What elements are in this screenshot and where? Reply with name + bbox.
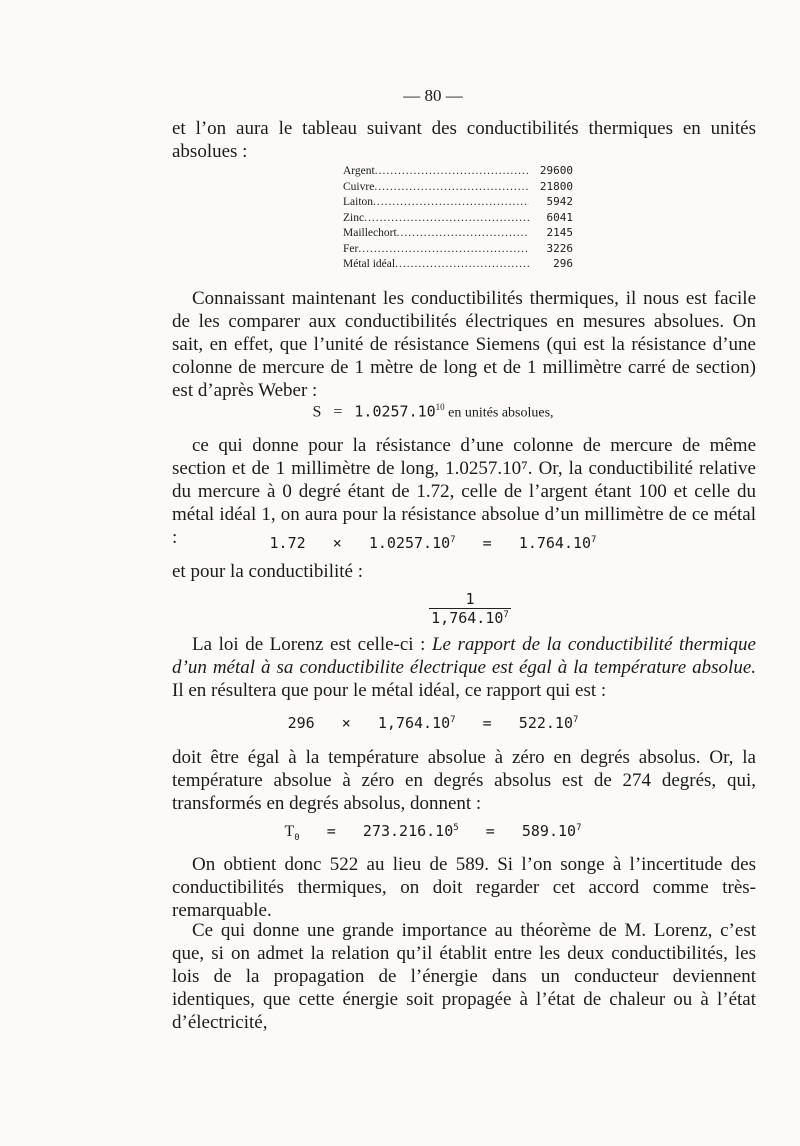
table-row xyxy=(343,225,573,241)
paragraph-3: et pour la conductibilité : xyxy=(172,561,364,582)
metal-name: Cuivre xyxy=(343,180,375,193)
eq-rhs: 589.10 xyxy=(521,822,577,840)
leader-dots xyxy=(375,164,529,179)
eq-equals: = xyxy=(482,534,492,552)
leader-dots xyxy=(397,226,529,241)
metal-value: 2145 xyxy=(546,226,573,239)
fraction-denominator xyxy=(425,609,515,627)
paragraph-7: Ce qui donne une grande importance au théorème de M. Lorenz, c’est que, si on admet la relation qu’il établit entre les deux conductibilités, les lois de la propagation de l’énergie dans un conducteur deviennent identiques, que cette énergie soit propagée à l’état de chaleur ou à l’état d’électricité, xyxy=(172,920,756,1033)
eq-mid: 273.216.10 xyxy=(362,822,454,840)
eq-equals: = xyxy=(482,714,492,732)
eq-c-exp: 7 xyxy=(572,715,579,725)
eq-a: 296 xyxy=(287,714,315,732)
metal-value: 3226 xyxy=(546,241,573,255)
page-number: — 80 — xyxy=(403,86,463,105)
fraction-numerator: 1 xyxy=(465,590,475,608)
table-row xyxy=(343,179,573,195)
den-text: 1,764.10 xyxy=(431,609,504,627)
eq-b: 1,764.10 xyxy=(377,714,451,732)
intro-paragraph: et l’on aura le tableau suivant des conductibilités thermiques en unités absolues : xyxy=(172,118,756,162)
eq-exp: 10 xyxy=(435,402,445,412)
table-row xyxy=(343,210,573,226)
eq-lhs: T xyxy=(284,823,295,840)
metal-value: 296 xyxy=(553,257,573,270)
lorenz-law: Le rapport de la conductibilité thermique d’un métal à sa conductibilite électrique est égal à la température absolue. xyxy=(172,634,756,678)
leader-dots xyxy=(373,195,529,210)
metal-value: 5942 xyxy=(546,195,573,208)
eq-op: = xyxy=(333,403,343,421)
metal-value: 6041 xyxy=(546,210,573,224)
paragraph-6: On obtient donc 522 au lieu de 589. Si l’on songe à l’incertitude des conductibilités thermiques, on doit regarder cet accord comme très-remarquable. xyxy=(172,854,756,921)
equation-temperature xyxy=(0,822,800,843)
eq-times: × xyxy=(341,714,351,732)
leader-dots xyxy=(395,257,529,272)
conductivity-table xyxy=(343,163,573,272)
metal-name: Zinc xyxy=(343,211,365,224)
leader-dots xyxy=(364,211,529,226)
metal-name: Maillechort xyxy=(343,227,397,239)
metal-value: 21800 xyxy=(539,179,573,193)
paragraph-1: Connaissant maintenant les conductibilités thermiques, il nous est facile de les comparer aux conductibilités électriques en mesures absolues. On sait, en effet, que l’unité de résistance Siemens (qui est la résistance d’une colonne de mercure de 1 mètre de long et de 1 millimètre carré de section) est d’après Weber : xyxy=(172,288,756,401)
eq-c-exp: 7 xyxy=(591,535,597,545)
equation-ratio xyxy=(0,714,800,732)
eq-a: 1.72 xyxy=(269,534,306,552)
lorenz-intro: La loi de Lorenz est celle-ci : xyxy=(192,634,432,655)
lorenz-follow: Il en résultera que pour le métal idéal, ce rapport qui est : xyxy=(172,680,607,701)
metal-name: Métal idéal xyxy=(343,258,396,270)
equation-resistance xyxy=(0,534,800,552)
metal-name: Argent xyxy=(343,165,375,177)
paragraph-5: doit être égal à la température absolue à zéro en degrés absolus. Or, la température absolue à zéro en degrés absolus est de 274 degrés, qui, transformés en degrés absolus, donnent : xyxy=(172,747,756,814)
table-row xyxy=(343,256,573,272)
eq-b: 1.0257.10 xyxy=(368,534,451,552)
eq-rhs-exp: 7 xyxy=(576,823,582,833)
table-row xyxy=(343,163,573,179)
eq-times: × xyxy=(332,534,342,552)
equation-siemens xyxy=(0,402,800,421)
eq-rhs: 1.0257.10 xyxy=(354,402,436,421)
eq-lhs-sub: 0 xyxy=(294,833,300,843)
paragraph-4 xyxy=(172,633,756,702)
metal-name: Fer xyxy=(343,242,359,255)
eq-c: 1.764.10 xyxy=(518,534,592,552)
eq-b-exp: 7 xyxy=(450,535,456,545)
table-row xyxy=(343,241,573,257)
eq-c: 522.10 xyxy=(518,714,573,732)
eq-b-exp: 7 xyxy=(450,715,456,725)
metal-value: 29600 xyxy=(539,164,573,177)
paragraph-2: ce qui donne pour la résistance d’une colonne de mercure de même section et de 1 millimètre de long, 1.0257.10⁷. Or, la conductibilité relative du mercure à 0 degré étant de 1.72, celle de l’argent étant 100 et celle du métal idéal 1, on aura pour la résistance absolue d’un millimètre de ce métal : xyxy=(172,435,756,548)
den-exp: 7 xyxy=(503,610,509,620)
eq-mid-exp: 5 xyxy=(453,823,459,833)
metal-name: Laiton xyxy=(343,196,374,208)
eq-tail: en unités absolues, xyxy=(444,405,554,421)
table-row xyxy=(343,194,573,210)
eq-lhs: S xyxy=(312,403,322,421)
eq-equals-2: = xyxy=(485,822,495,840)
leader-dots xyxy=(374,180,529,195)
eq-equals: = xyxy=(326,822,336,840)
leader-dots xyxy=(358,242,529,257)
fraction-conductivity xyxy=(425,590,515,627)
